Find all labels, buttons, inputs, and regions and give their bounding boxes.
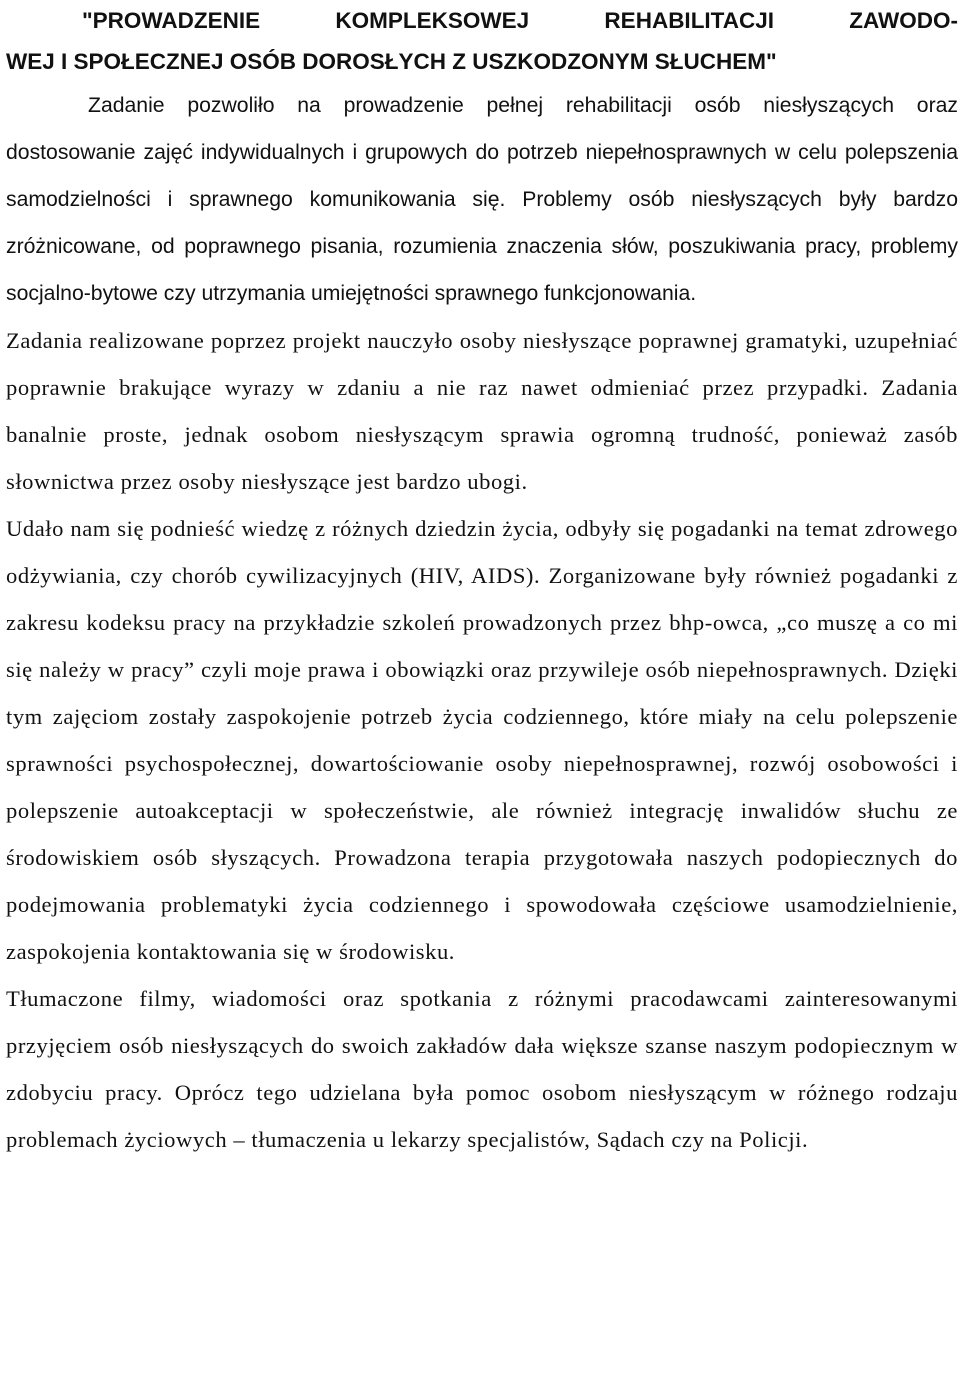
title-line-1: "PROWADZENIE KOMPLEKSOWEJ REHABILITACJI ZAWODO-	[82, 8, 958, 33]
paragraph-1: Zadanie pozwoliło na prowadzenie pełnej rehabilitacji osób niesłyszących oraz dostosowanie zajęć indywidualnych i grupowych do potrzeb niepełnosprawnych w celu polepszenia samodzielności i sprawnego komunikowania się. Problemy osób niesłyszących były bardzo zróżnicowane, od poprawnego pisania, rozumienia znaczenia słów, poszukiwania pracy, problemy socjalno-bytowe czy utrzymania umiejętności sprawnego funkcjonowania.	[6, 94, 958, 305]
title-line-2: WEJ I SPOŁECZNEJ OSÓB DOROSŁYCH Z USZKODZONYM SŁUCHEM"	[6, 49, 777, 74]
document-page	[6, 0, 958, 1163]
document-title	[6, 0, 958, 82]
paragraph-3: Udało nam się podnieść wiedzę z różnych dziedzin życia, odbyły się pogadanki na temat zdrowego odżywiania, czy chorób cywilizacyjnych (HIV, AIDS). Zorganizowane były również pogadanki z zakresu kodeksu pracy na przykładzie szkoleń prowadzonych przez bhp-owca, „co muszę a co mi się należy w pracy” czyli moje prawa i obowiązki oraz przywileje osób niepełnosprawnych. Dzięki tym zajęciom zostały zaspokojenie potrzeb życia codziennego, które miały na celu polepszenie sprawności psychospołecznej, dowartościowanie osoby niepełnosprawnej, rozwój osobowości i polepszenie autoakceptacji w społeczeństwie, ale również integrację inwalidów słuchu ze środowiskiem osób słyszących. Prowadzona terapia przygotowała naszych podopiecznych do podejmowania problematyki życia codziennego i spowodowała częściowe usamodzielnienie, zaspokojenia kontaktowania się w środowisku.	[6, 516, 958, 964]
paragraph-2: Zadania realizowane poprzez projekt nauczyło osoby niesłyszące poprawnej gramatyki, uzupełniać poprawnie brakujące wyrazy w zdaniu a nie raz nawet odmieniać przez przypadki. Zadania banalnie proste, jednak osobom niesłyszącym sprawia ogromną trudność, ponieważ zasób słownictwa przez osoby niesłyszące jest bardzo ubogi.	[6, 328, 958, 494]
paragraph-4: Tłumaczone filmy, wiadomości oraz spotkania z różnymi pracodawcami zainteresowanymi przyjęciem osób niesłyszących do swoich zakładów dała większe szanse naszym podopiecznym w zdobyciu pracy. Oprócz tego udzielana była pomoc osobom niesłyszącym w różnego rodzaju problemach życiowych – tłumaczenia u lekarzy specjalistów, Sądach czy na Policji.	[6, 986, 958, 1152]
